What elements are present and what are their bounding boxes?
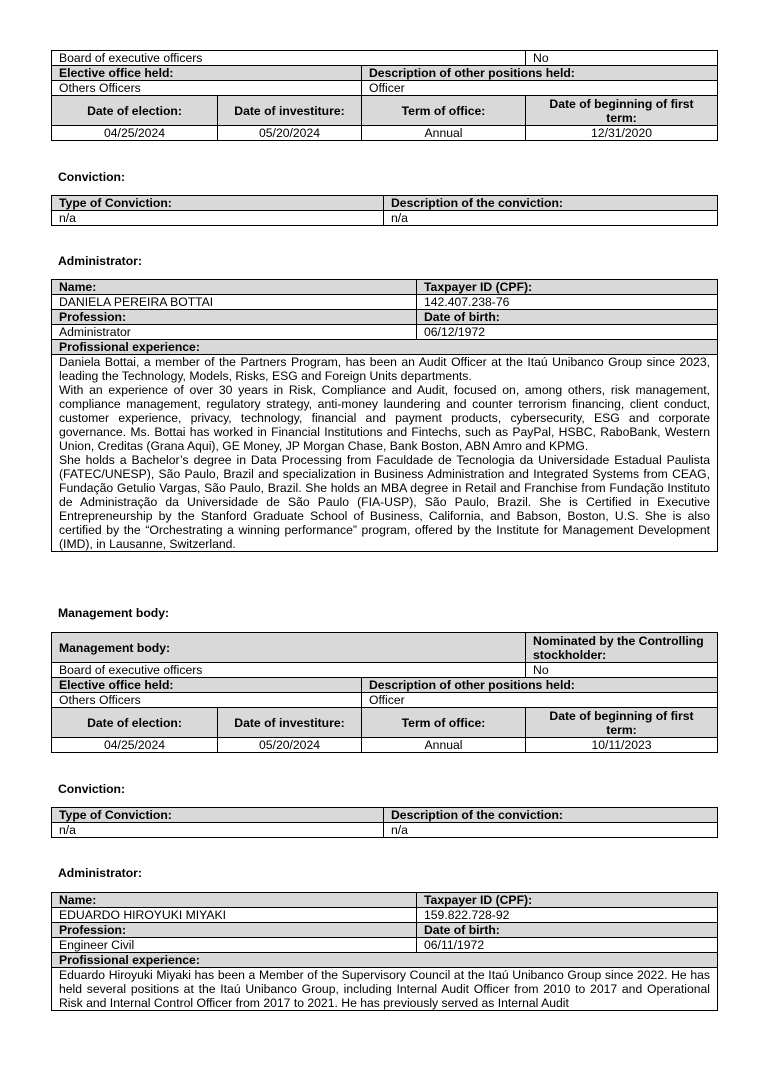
conviction-heading-1: Conviction: — [58, 170, 126, 184]
administrator-name: EDUARDO HIROYUKI MIYAKI — [52, 908, 417, 923]
management-body-table-2 — [51, 632, 717, 753]
elective-office-label: Elective office held: — [52, 66, 362, 81]
experience-label: Profissional experience: — [52, 340, 718, 355]
management-body-value: Board of executive officers — [52, 51, 526, 66]
administrator-dob: 06/12/1972 — [417, 325, 718, 340]
administrator-profession: Engineer Civil — [52, 938, 417, 953]
first-term-label: Date of beginning of first term: — [526, 708, 718, 738]
cpf-label: Taxpayer ID (CPF): — [417, 280, 718, 295]
term-office-label: Term of office: — [362, 708, 526, 738]
administrator-cpf: 142.407.238-76 — [417, 295, 718, 310]
elective-office-label: Elective office held: — [52, 678, 362, 693]
date-election-label: Date of election: — [52, 96, 218, 126]
other-positions-label: Description of other positions held: — [362, 678, 718, 693]
management-body-value: Board of executive officers — [52, 663, 526, 678]
administrator-name: DANIELA PEREIRA BOTTAI — [52, 295, 417, 310]
date-election-label: Date of election: — [52, 708, 218, 738]
conviction-type-label: Type of Conviction: — [52, 196, 384, 211]
experience-paragraph: Eduardo Hiroyuki Miyaki has been a Member of the Supervisory Council at the Itaú Unibanco Group since 2022. He has held several positions at the Itaú Unibanco Group, including Internal Audit Officer from 2010 to 2017 and Operational Risk and Internal Control Officer from 2017 to 2021. He has previously served as Internal Audit — [59, 968, 710, 1010]
conviction-desc-value: n/a — [384, 211, 718, 226]
experience-paragraph: She holds a Bachelor’s degree in Data Processing from Faculdade de Tecnologia da Universidade Estadual Paulista (FATEC/UNESP), São Paulo, Brazil and specialization in Business Administration and Integrated Systems from CEAG, Fundação Getulio Vargas, São Paulo, Brazil. She holds an MBA degree in Retail and Franchise from Fundação Instituto de Administração da Universidade de São Paulo (FIA-USP), São Paulo, Brazil. She is Certified in Executive Entrepreneurship by the Stanford Graduate School of Business, California, and Babson, Boston, U.S. She is also certified by the “Orchestrating a winning performance” program, offered by the Institute for Management Development (IMD), in Lausanne, Switzerland. — [59, 453, 710, 551]
administrator-profession: Administrator — [52, 325, 417, 340]
term-office-value: Annual — [362, 738, 526, 753]
date-investiture-value: 05/20/2024 — [218, 738, 362, 753]
first-term-label: Date of beginning of first term: — [526, 96, 718, 126]
conviction-type-label: Type of Conviction: — [52, 808, 384, 823]
conviction-type-value: n/a — [52, 823, 384, 838]
administrator-cpf: 159.822.728-92 — [417, 908, 718, 923]
experience-text — [52, 355, 718, 552]
administrator-heading-2: Administrator: — [58, 866, 142, 880]
experience-label: Profissional experience: — [52, 953, 718, 968]
elective-office-value: Others Officers — [52, 81, 362, 96]
name-label: Name: — [52, 280, 417, 295]
conviction-type-value: n/a — [52, 211, 384, 226]
term-office-label: Term of office: — [362, 96, 526, 126]
date-investiture-label: Date of investiture: — [218, 96, 362, 126]
administrator-table-1 — [51, 279, 717, 552]
conviction-table-1 — [51, 195, 717, 226]
profession-label: Profession: — [52, 923, 417, 938]
dob-label: Date of birth: — [417, 923, 718, 938]
conviction-desc-value: n/a — [384, 823, 718, 838]
conviction-desc-label: Description of the conviction: — [384, 808, 718, 823]
administrator-table-2 — [51, 892, 717, 1011]
date-investiture-label: Date of investiture: — [218, 708, 362, 738]
conviction-heading-2: Conviction: — [58, 782, 126, 796]
profession-label: Profession: — [52, 310, 417, 325]
administrator-heading-1: Administrator: — [58, 254, 142, 268]
date-investiture-value: 05/20/2024 — [218, 126, 362, 141]
dob-label: Date of birth: — [417, 310, 718, 325]
experience-paragraph: Daniela Bottai, a member of the Partners Program, has been an Audit Officer at the Itaú Unibanco Group since 2023, leading the Technology, Models, Risks, ESG and Foreign Units departments. — [59, 355, 710, 383]
cpf-label: Taxpayer ID (CPF): — [417, 893, 718, 908]
administrator-dob: 06/11/1972 — [417, 938, 718, 953]
date-election-value: 04/25/2024 — [52, 738, 218, 753]
conviction-table-2 — [51, 807, 717, 838]
management-body-label: Management body: — [52, 633, 526, 663]
first-term-value: 10/11/2023 — [526, 738, 718, 753]
experience-paragraph: With an experience of over 30 years in Risk, Compliance and Audit, focused on, among others, risk management, compliance management, regulatory strategy, anti-money laundering and counter terrorism financing, client conduct, customer experience, privacy, technology, financial and payment products, cybersecurity, ESG and corporate governance. Ms. Bottai has worked in Financial Institutions and Fintechs, such as PayPal, HSBC, RaboBank, Western Union, Creditas (Grana Aqui), GE Money, JP Morgan Chase, Bank Boston, ABN Amro and KPMG. — [59, 383, 710, 453]
nominated-value: No — [526, 51, 718, 66]
nominated-label: Nominated by the Controlling stockholder: — [526, 633, 718, 663]
other-positions-value: Officer — [362, 693, 718, 708]
conviction-desc-label: Description of the conviction: — [384, 196, 718, 211]
other-positions-label: Description of other positions held: — [362, 66, 718, 81]
first-term-value: 12/31/2020 — [526, 126, 718, 141]
nominated-value: No — [526, 663, 718, 678]
other-positions-value: Officer — [362, 81, 718, 96]
management-body-table-1 — [51, 50, 717, 141]
term-office-value: Annual — [362, 126, 526, 141]
experience-text — [52, 968, 718, 1011]
date-election-value: 04/25/2024 — [52, 126, 218, 141]
name-label: Name: — [52, 893, 417, 908]
management-body-heading: Management body: — [58, 606, 170, 620]
elective-office-value: Others Officers — [52, 693, 362, 708]
